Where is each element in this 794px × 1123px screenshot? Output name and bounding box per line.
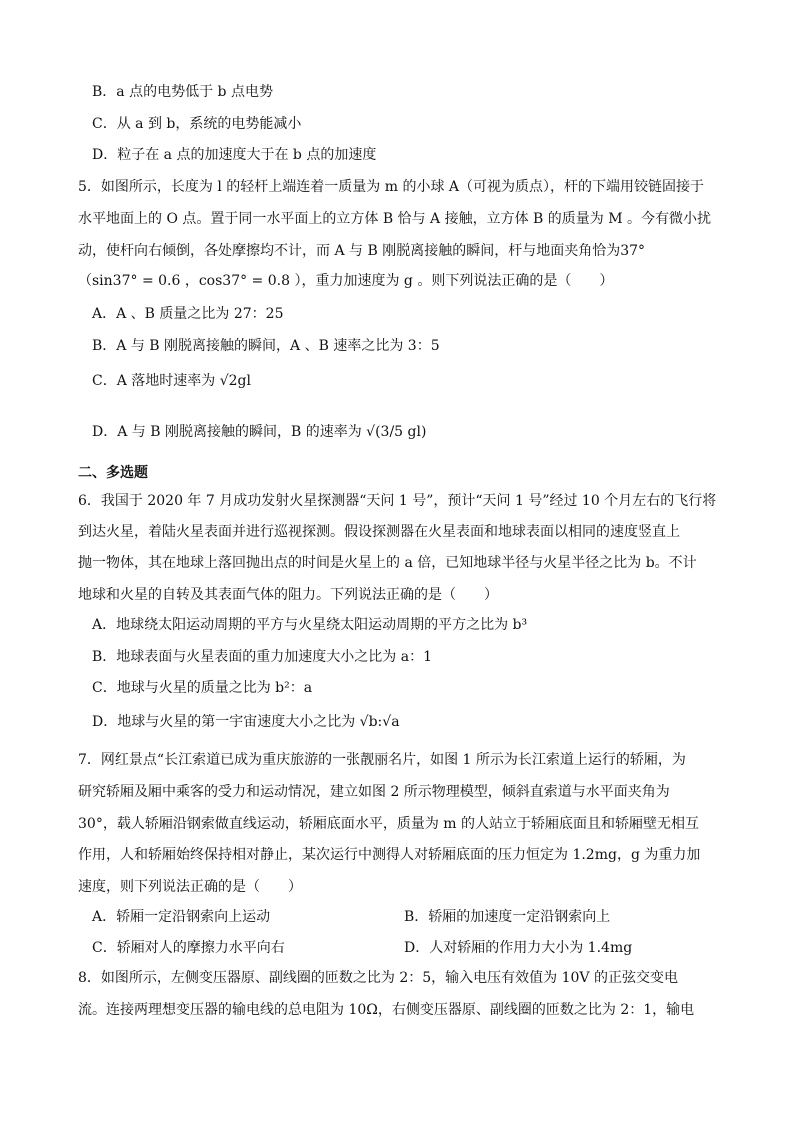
q4-option-c: C．从 a 到 b，系统的电势能减小: [92, 116, 302, 132]
q6-option-b: B．地球表面与火星表面的重力加速度大小之比为 a：1: [92, 649, 432, 665]
q5-option-b: B．A 与 B 刚脱离接触的瞬间，A 、B 速率之比为 3：5: [92, 338, 440, 354]
q6-option-c: C．地球与火星的质量之比为 b²：a: [92, 680, 313, 696]
q6-text-line-1: 6．我国于 2020 年 7 月成功发射火星探测器“天问 1 号”，预计“天问 1 号”经过 10 个月左右的飞行将: [78, 493, 717, 509]
q8-text-line-1: 8．如图所示，左侧变压器原、副线圈的匝数之比为 2：5，输入电压有效值为 10V 的正弦交变电: [78, 970, 678, 986]
q5-text-line-3: 动，使杆向右倾倒，各处摩擦均不计，而 A 与 B 刚脱离接触的瞬间，杆与地面夹角恰为37°: [78, 243, 646, 259]
q8-text-line-2: 流。连接两理想变压器的输电线的总电阻为 10Ω，右侧变压器原、副线圈的匝数之比为 2：1，输电: [78, 1002, 695, 1018]
section-title-multiple-choice: 二、多选题: [78, 465, 148, 481]
q6-text-line-2: 到达火星，着陆火星表面并进行巡视探测。假设探测器在火星表面和地球表面以相同的速度竖直上: [78, 524, 680, 540]
q7-text-line-3: 30°，载人轿厢沿钢索做直线运动，轿厢底面水平，质量为 m 的人站立于轿厢底面且和轿厢壁无相互: [78, 816, 699, 832]
q4-option-b: B．a 点的电势低于 b 点电势: [92, 84, 273, 100]
q5-option-a: A．A 、B 质量之比为 27：25: [92, 306, 284, 322]
q6-option-d: D．地球与火星的第一宇宙速度大小之比为 √b:√a: [92, 714, 400, 730]
q7-text-line-1: 7．网红景点“长江索道已成为重庆旅游的一张靓丽名片，如图 1 所示为长江索道上运行的轿厢，为: [78, 752, 686, 768]
q5-text-line-1: 5．如图所示，长度为 l 的轻杆上端连着一质量为 m 的小球 A（可视为质点），杆的下端用铰链固接于: [78, 179, 705, 195]
q5-option-c: C．A 落地时速率为 √2gl: [92, 373, 251, 389]
q7-text-line-4: 作用，人和轿厢始终保持相对静止，某次运行中测得人对轿厢底面的压力恒定为 1.2mg，g 为重力加: [78, 847, 701, 863]
q7-option-a: A．轿厢一定沿钢索向上运动: [92, 909, 271, 925]
q6-text-line-4: 地球和火星的自转及其表面气体的阻力。下列说法正确的是（ ）: [78, 587, 498, 603]
q7-option-b: B．轿厢的加速度一定沿钢索向上: [404, 909, 611, 925]
q5-option-d: D．A 与 B 刚脱离接触的瞬间，B 的速率为 √(3/5 gl): [92, 424, 427, 440]
q6-text-line-3: 抛一物体，其在地球上落回抛出点的时间是火星上的 a 倍，已知地球半径与火星半径之比为 b。不计: [78, 555, 697, 571]
q7-text-line-5: 速度，则下列说法正确的是（ ）: [78, 879, 302, 895]
q7-text-line-2: 研究轿厢及厢中乘客的受力和运动情况，建立如图 2 所示物理模型，倾斜直索道与水平面夹角为: [78, 784, 670, 800]
q5-text-line-2: 水平地面上的 O 点。置于同一水平面上的立方体 B 恰与 A 接触，立方体 B 的质量为 M 。今有微小扰: [78, 211, 711, 227]
q5-text-line-4: （sin37° = 0.6 ，cos37° = 0.8 ），重力加速度为 g 。则下列说法正确的是（ ）: [78, 273, 614, 289]
q4-option-d: D．粒子在 a 点的加速度大于在 b 点的加速度: [92, 147, 377, 163]
q6-option-a: A．地球绕太阳运动周期的平方与火星绕太阳运动周期的平方之比为 b³: [92, 617, 528, 633]
q7-option-d: D．人对轿厢的作用力大小为 1.4mg: [404, 940, 633, 956]
q7-option-c: C．轿厢对人的摩擦力水平向右: [92, 940, 285, 956]
